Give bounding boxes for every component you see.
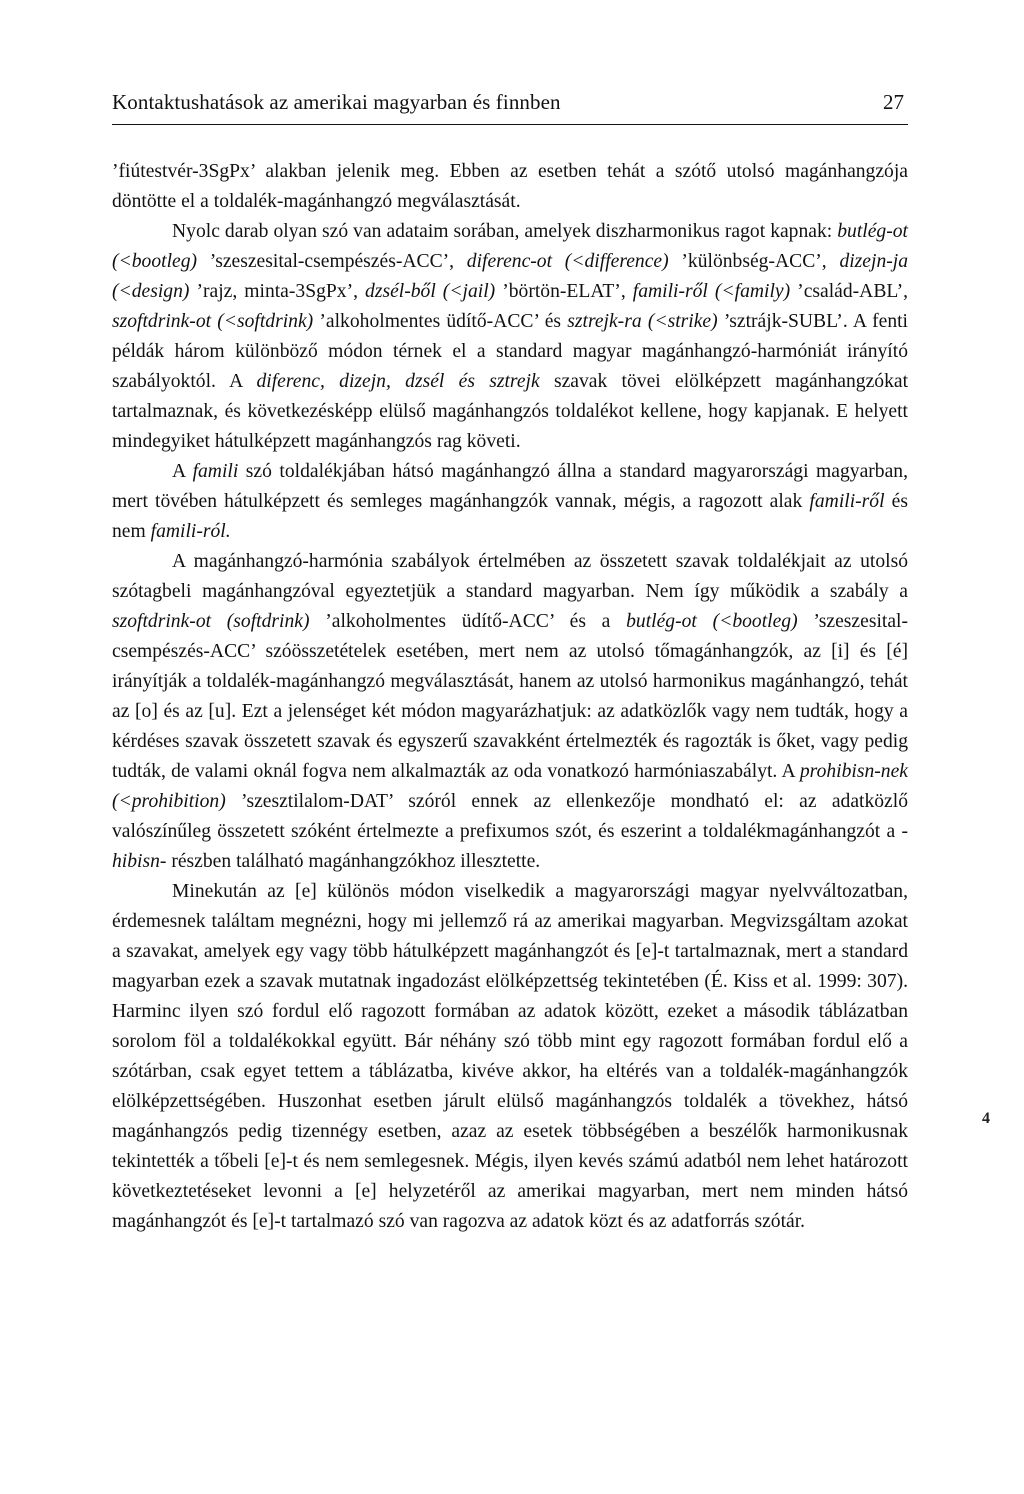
- text-run: ’szesztilalom-DAT’ szóról ennek az ellenkezője mondható el: az adatközlő valószínűleg összetett szóként értelmezte a prefixumos szót, és eszerint a toldalékmagánhangzót a: [112, 791, 908, 842]
- text-run: Minekután az [e] különös módon viselkedik a magyarországi magyar nyelvváltozatban, érdemesnek találtam megnézni, hogy mi jellemző rá az amerikai magyarban. Megvizsgáltam azokat a szavakat, amelyek egy vagy több hátulképzett magánhangzót és [e]-t tartalmaznak, mert a standard magyarban ezek a szavak mutatnak ingadozást elölképzettség tekintetében (É. Kiss et al. 1999: 307). Harminc ilyen szó fordul elő ragozott formában az adatok között, ezeket a második táblázatban sorolom föl a toldalékokkal együtt. Bár néhány szó több mint egy ragozott formában fordul elő a szótárban, csak egyet tettem a táblázatba, kivéve akkor, ha eltérés van a toldalék-magánhangzók elölképzettségében. Huszonhat esetben járult elülső magánhangzós toldalék a tövekhez, hátsó magánhangzós pedig tizennégy esetben, azaz az esetek többségében a beszélők harmonikusnak tekintették a tőbeli [e]-t és nem semlegesnek. Mégis, ilyen kevés számú adatból nem lehet határozott következtetéseket levonni a [e] helyzetéről az amerikai magyarban, mert nem minden hátsó magánhangzót és [e]-t tartalmazó szó van ragozva az adatok közt és az adatforrás szótár.: [112, 881, 908, 1232]
- text-run: ’sztrájk-SUBL’. A fenti példák három különböző módon térnek el a standard magyar magánhangzó-harmóniát irányító szabályoktól. A: [112, 311, 908, 392]
- paragraph: [112, 547, 908, 877]
- italic-term: famili-ről: [809, 491, 885, 512]
- text-run: ’szeszesital-csempészés-ACC’ szóösszetételek esetében, mert nem az utolsó tőmagánhangzók, az [i] és [é] irányítják a toldalék-magánhangzó megválasztását, hanem az utolsó harmonikus magánhangzó, tehát az [o] és az [u]. Ezt a jelenséget két módon magyarázhatjuk: az adatközlők vagy nem tudták, hogy a kérdéses szavak összetett szavak és egyszerű szavakként értelmezték és ragozták is őket, vagy pedig tudták, de valami oknál fogva nem alkalmazták az oda vonatkozó harmóniaszabályt. A: [112, 611, 909, 782]
- italic-term: dzsél-ből (<jail): [365, 281, 496, 302]
- text-run: ’család-ABL’,: [790, 281, 908, 302]
- page-number: 27: [883, 90, 904, 114]
- text-run: ’alkoholmentes üdítő-ACC’ és: [313, 311, 568, 332]
- paragraph: [112, 877, 908, 1237]
- text-run: ’szeszesital-csempészés-ACC’,: [197, 251, 467, 272]
- italic-term: -hibisn-: [112, 821, 908, 872]
- text-run: Nyolc darab olyan szó van adataim sorában, amelyek diszharmonikus ragot kapnak:: [172, 221, 838, 242]
- italic-term: prohibisn-nek (<prohibition): [112, 761, 908, 812]
- italic-term: sztrejk-ra (<strike): [567, 311, 718, 332]
- text-run: és nem: [112, 491, 908, 542]
- text-run: A: [172, 461, 193, 482]
- italic-term: butlég-ot (<bootleg): [112, 221, 908, 272]
- italic-term: famili: [192, 461, 239, 482]
- italic-term: szoftdrink-ot (softdrink): [112, 611, 310, 632]
- body-text: [112, 157, 908, 1237]
- italic-term: dizejn-ja (<design): [112, 251, 909, 302]
- text-run: ’alkoholmentes üdítő-ACC’ és a: [309, 611, 627, 632]
- text-run: ’fiútestvér-3SgPx’ alakban jelenik meg. Ebben az esetben tehát a szótő utolsó magánhangzója döntötte el a toldalék-magánhangzó megválasztását.: [112, 161, 908, 212]
- running-head-title: Kontaktushatások az amerikai magyarban és finnben: [112, 90, 561, 114]
- italic-term: szoftdrink-ot (<softdrink): [112, 311, 314, 332]
- text-run: ’rajz, minta-3SgPx’,: [189, 281, 366, 302]
- running-head: [112, 88, 908, 125]
- margin-mark: 4: [982, 1110, 990, 1127]
- paragraph: [112, 457, 908, 547]
- italic-term: famili-ről (<family): [632, 281, 791, 302]
- text-run: szavak tövei elölképzett magánhangzókat tartalmaznak, és következésképp elülső magánhangzós toldalékot kellene, hogy kapjanak. E helyett mindegyiket hátulképzett magánhangzós rag követi.: [112, 371, 909, 452]
- paragraph: [112, 157, 908, 217]
- italic-term: famili-ról.: [150, 521, 231, 542]
- text-run: szó toldalékjában hátsó magánhangzó állna a standard magyarországi magyarban, mert tövében hátulképzett és semleges magánhangzók vannak, mégis, a ragozott alak: [112, 461, 908, 512]
- text-run: ’különbség-ACC’,: [668, 251, 840, 272]
- page: [112, 88, 908, 1237]
- italic-term: butlég-ot (<bootleg): [626, 611, 798, 632]
- text-run: részben található magánhangzókhoz illesztette.: [166, 851, 541, 872]
- italic-term: diferenc, dizejn, dzsél és sztrejk: [256, 371, 540, 392]
- text-run: ’börtön-ELAT’,: [495, 281, 633, 302]
- paragraph: [112, 217, 908, 457]
- italic-term: diferenc-ot (<difference): [466, 251, 669, 272]
- text-run: A magánhangzó-harmónia szabályok értelmében az összetett szavak toldalékjait az utolsó szótagbeli magánhangzóval egyeztetjük a standard magyarban. Nem így működik a szabály a: [112, 551, 908, 602]
